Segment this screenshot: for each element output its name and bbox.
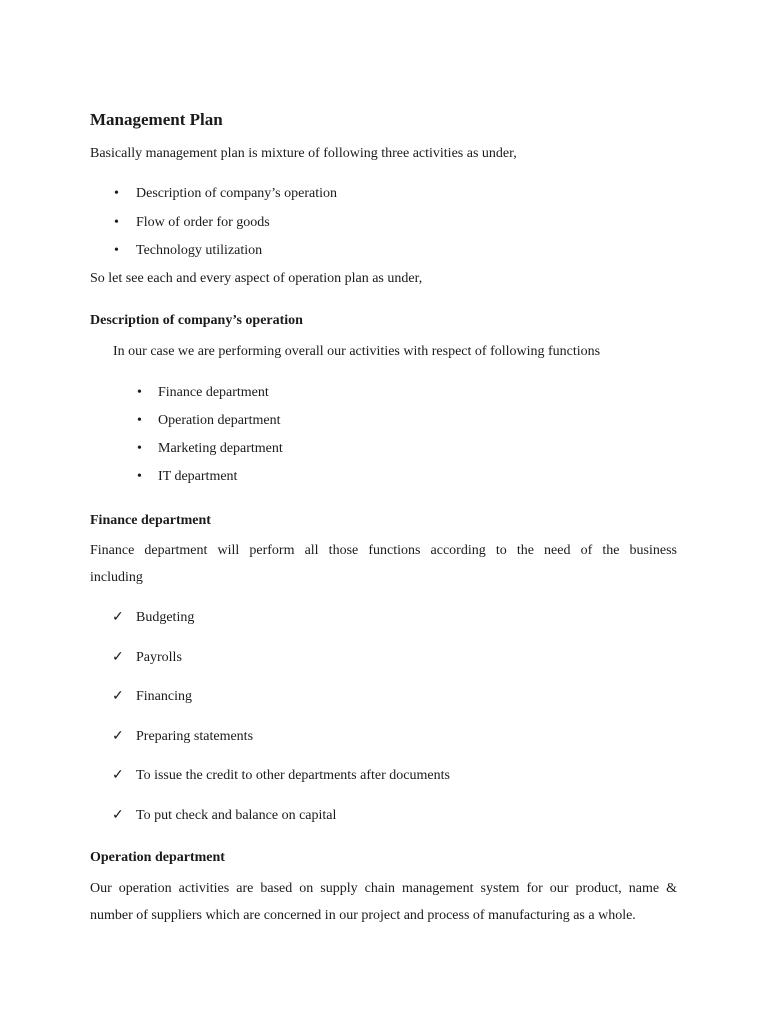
checklist-item: To issue the credit to other departments after documents (136, 768, 450, 783)
list-item: Marketing department (158, 441, 283, 456)
transition-paragraph: So let see each and every aspect of operation plan as under, (90, 271, 423, 286)
checkmark-icon: ✓ (112, 808, 124, 823)
section3-paragraph-line1: Our operation activities are based on supply chain management system for our product, name & (90, 881, 677, 896)
list-item: Finance department (158, 385, 269, 400)
checkmark-icon: ✓ (112, 768, 124, 783)
section-heading-operation-description: Description of company’s operation (90, 313, 303, 328)
checkmark-icon: ✓ (112, 650, 124, 665)
section2-paragraph-line1: Finance department will perform all those functions according to the need of the business (90, 543, 677, 558)
list-item: Flow of order for goods (136, 215, 270, 230)
section-heading-finance: Finance department (90, 513, 211, 528)
section1-paragraph: In our case we are performing overall our activities with respect of following functions (113, 344, 601, 359)
bullet-dot-icon: • (114, 215, 119, 230)
checklist-item: Budgeting (136, 610, 195, 625)
section-heading-operation: Operation department (90, 850, 225, 865)
bullet-dot-icon: • (114, 186, 119, 201)
section3-paragraph-line2: number of suppliers which are concerned in our project and process of manufacturing as a whole. (90, 908, 636, 923)
list-item: Technology utilization (136, 243, 263, 258)
checklist-item: Payrolls (136, 650, 182, 665)
list-item: Operation department (158, 413, 281, 428)
checklist-item: Preparing statements (136, 729, 254, 744)
section2-paragraph-line2: including (90, 570, 143, 585)
bullet-dot-icon: • (137, 441, 142, 456)
page-title: Management Plan (90, 110, 223, 129)
checkmark-icon: ✓ (112, 689, 124, 704)
checkmark-icon: ✓ (112, 610, 124, 625)
bullet-dot-icon: • (114, 243, 119, 258)
checklist-item: To put check and balance on capital (136, 808, 337, 823)
intro-paragraph: Basically management plan is mixture of following three activities as under, (90, 146, 517, 161)
checkmark-icon: ✓ (112, 729, 124, 744)
list-item: Description of company’s operation (136, 186, 338, 201)
list-item: IT department (158, 469, 238, 484)
checklist-item: Financing (136, 689, 192, 704)
bullet-dot-icon: • (137, 413, 142, 428)
bullet-dot-icon: • (137, 469, 142, 484)
bullet-dot-icon: • (137, 385, 142, 400)
